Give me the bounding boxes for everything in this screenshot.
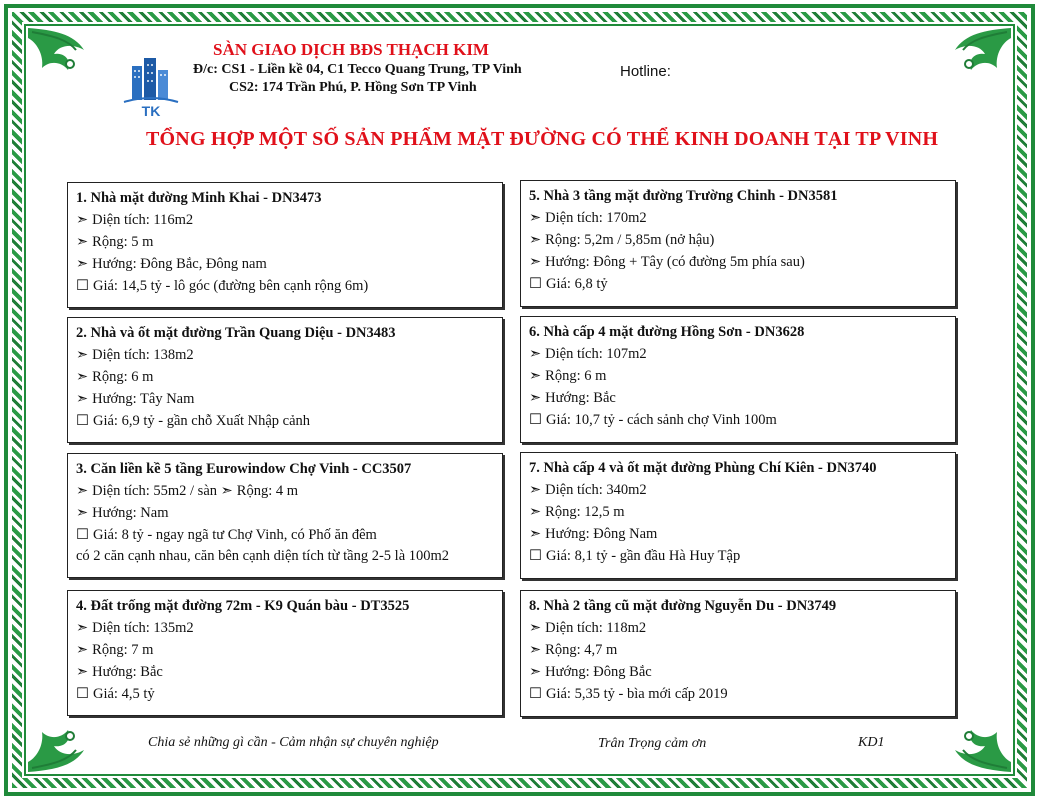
listing-title: 2. Nhà và ốt mặt đường Trần Quang Diệu - DN3483: [76, 325, 396, 341]
checkbox-bullet-icon: ☐: [76, 278, 89, 294]
listing-title: 1. Nhà mặt đường Minh Khai - DN3473: [76, 190, 322, 206]
listing-direction: Hướng: Đông Bắc: [545, 664, 652, 680]
listing-area: Diện tích: 116m2: [92, 212, 194, 228]
checkbox-bullet-icon: ☐: [529, 548, 542, 564]
arrow-bullet-icon: ➣: [529, 642, 542, 658]
listing-title: 6. Nhà cấp 4 mặt đường Hồng Sơn - DN3628: [529, 324, 805, 340]
listing-price: Giá: 14,5 tỷ - lô góc (đường bên cạnh rộng 6m): [93, 278, 369, 294]
page-title: TỔNG HỢP MỘT SỐ SẢN PHẨM MẶT ĐƯỜNG CÓ THỂ KINH DOANH TẠI TP VINH: [146, 128, 939, 150]
listing-title: 7. Nhà cấp 4 và ốt mặt đường Phùng Chí Kiên - DN3740: [529, 460, 877, 476]
listing-width: Rộng: 6 m: [545, 368, 607, 384]
corner-ornament-icon: [24, 24, 120, 98]
footer-slogan: Chia sẻ những gì cần - Cảm nhận sự chuyên nghiệp: [148, 735, 439, 750]
listing-width: Rộng: 12,5 m: [545, 504, 625, 520]
listing-price: Giá: 8,1 tỷ - gần đầu Hà Huy Tập: [546, 548, 741, 564]
checkbox-bullet-icon: ☐: [76, 686, 89, 702]
listing-direction: Hướng: Bắc: [545, 390, 616, 406]
listing-title: 3. Căn liền kề 5 tầng Eurowindow Chợ Vinh - CC3507: [76, 461, 412, 477]
arrow-bullet-icon: ➣: [76, 620, 89, 636]
listing-title: 5. Nhà 3 tầng mặt đường Trường Chinh - DN3581: [529, 188, 838, 204]
listing-price: Giá: 4,5 tỷ: [93, 686, 155, 702]
listing-price: Giá: 8 tỷ - ngay ngã tư Chợ Vinh, có Phố ăn đêm: [93, 527, 377, 543]
hotline-label: Hotline:: [620, 63, 671, 80]
listing-width: Rộng: 4 m: [236, 483, 299, 499]
listing-card-8: [520, 590, 956, 717]
listing-direction: Hướng: Đông + Tây (có đường 5m phía sau): [545, 254, 805, 270]
arrow-bullet-icon: ➣: [529, 254, 542, 270]
listing-direction: Hướng: Nam: [92, 505, 169, 521]
arrow-bullet-icon: ➣: [529, 346, 542, 362]
arrow-bullet-icon: ➣: [529, 232, 542, 248]
listing-width: Rộng: 5,2m / 5,85m (nở hậu): [545, 232, 715, 248]
listing-area: Diện tích: 135m2: [92, 620, 194, 636]
listing-price: Giá: 6,9 tỷ - gần chỗ Xuất Nhập cảnh: [93, 413, 311, 429]
arrow-bullet-icon: ➣: [529, 390, 542, 406]
listing-area: Diện tích: 170m2: [545, 210, 647, 226]
address-line-2: CS2: 174 Trần Phú, P. Hồng Sơn TP Vinh: [229, 80, 477, 95]
company-name: SÀN GIAO DỊCH BĐS THẠCH KIM: [213, 40, 489, 59]
listing-card-3: [67, 453, 503, 578]
listing-card-4: [67, 590, 503, 716]
listing-card-7: [520, 452, 956, 579]
listing-card-5: [520, 180, 956, 307]
listing-width: Rộng: 7 m: [92, 642, 154, 658]
listing-title: 4. Đất trống mặt đường 72m - K9 Quán bàu - DT3525: [76, 598, 410, 614]
footer-thanks: Trân Trọng cảm ơn: [598, 736, 707, 751]
arrow-bullet-icon: ➣: [76, 642, 89, 658]
arrow-bullet-icon: ➣: [76, 505, 89, 521]
listing-price: Giá: 5,35 tỷ - bìa mới cấp 2019: [546, 686, 728, 702]
arrow-bullet-icon: ➣: [76, 391, 89, 407]
listing-width: Rộng: 6 m: [92, 369, 154, 385]
arrow-bullet-icon: ➣: [76, 212, 89, 228]
listing-width: Rộng: 4,7 m: [545, 642, 618, 658]
listing-area: Diện tích: 138m2: [92, 347, 194, 363]
checkbox-bullet-icon: ☐: [529, 686, 542, 702]
arrow-bullet-icon: ➣: [76, 483, 89, 499]
listing-price: Giá: 6,8 tỷ: [546, 276, 608, 292]
listing-note: có 2 căn cạnh nhau, căn bên cạnh diện tích từ tầng 2-5 là 100m2: [76, 548, 450, 564]
address-line-1: Đ/c: CS1 - Liền kề 04, C1 Tecco Quang Trung, TP Vinh: [193, 62, 522, 77]
arrow-bullet-icon: ➣: [529, 210, 542, 226]
arrow-bullet-icon: ➣: [76, 256, 89, 272]
listing-title: 8. Nhà 2 tầng cũ mặt đường Nguyễn Du - DN3749: [529, 598, 837, 614]
arrow-bullet-icon: ➣: [220, 483, 233, 499]
checkbox-bullet-icon: ☐: [529, 412, 542, 428]
listing-card-1: [67, 182, 503, 308]
listing-area: Diện tích: 118m2: [545, 620, 647, 636]
arrow-bullet-icon: ➣: [529, 526, 542, 542]
company-logo: [122, 56, 180, 118]
checkbox-bullet-icon: ☐: [76, 527, 89, 543]
arrow-bullet-icon: ➣: [529, 504, 542, 520]
listing-direction: Hướng: Bắc: [92, 664, 163, 680]
arrow-bullet-icon: ➣: [76, 664, 89, 680]
arrow-bullet-icon: ➣: [529, 620, 542, 636]
arrow-bullet-icon: ➣: [529, 368, 542, 384]
listing-area: Diện tích: 107m2: [545, 346, 647, 362]
corner-ornament-icon: [919, 24, 1015, 98]
listing-area: Diện tích: 55m2 / sàn: [92, 483, 217, 499]
checkbox-bullet-icon: ☐: [76, 413, 89, 429]
arrow-bullet-icon: ➣: [529, 482, 542, 498]
checkbox-bullet-icon: ☐: [529, 276, 542, 292]
arrow-bullet-icon: ➣: [76, 234, 89, 250]
listing-direction: Hướng: Đông Nam: [545, 526, 658, 542]
arrow-bullet-icon: ➣: [76, 369, 89, 385]
footer-code: KD1: [858, 735, 885, 750]
listing-card-2: [67, 317, 503, 443]
listing-price: Giá: 10,7 tỷ - cách sảnh chợ Vinh 100m: [546, 412, 777, 428]
logo-text: TK: [141, 103, 161, 118]
arrow-bullet-icon: ➣: [76, 347, 89, 363]
listing-width: Rộng: 5 m: [92, 234, 154, 250]
listing-direction: Hướng: Đông Bắc, Đông nam: [92, 256, 267, 272]
listing-area: Diện tích: 340m2: [545, 482, 647, 498]
arrow-bullet-icon: ➣: [529, 664, 542, 680]
listing-direction: Hướng: Tây Nam: [92, 391, 195, 407]
listing-card-6: [520, 316, 956, 443]
